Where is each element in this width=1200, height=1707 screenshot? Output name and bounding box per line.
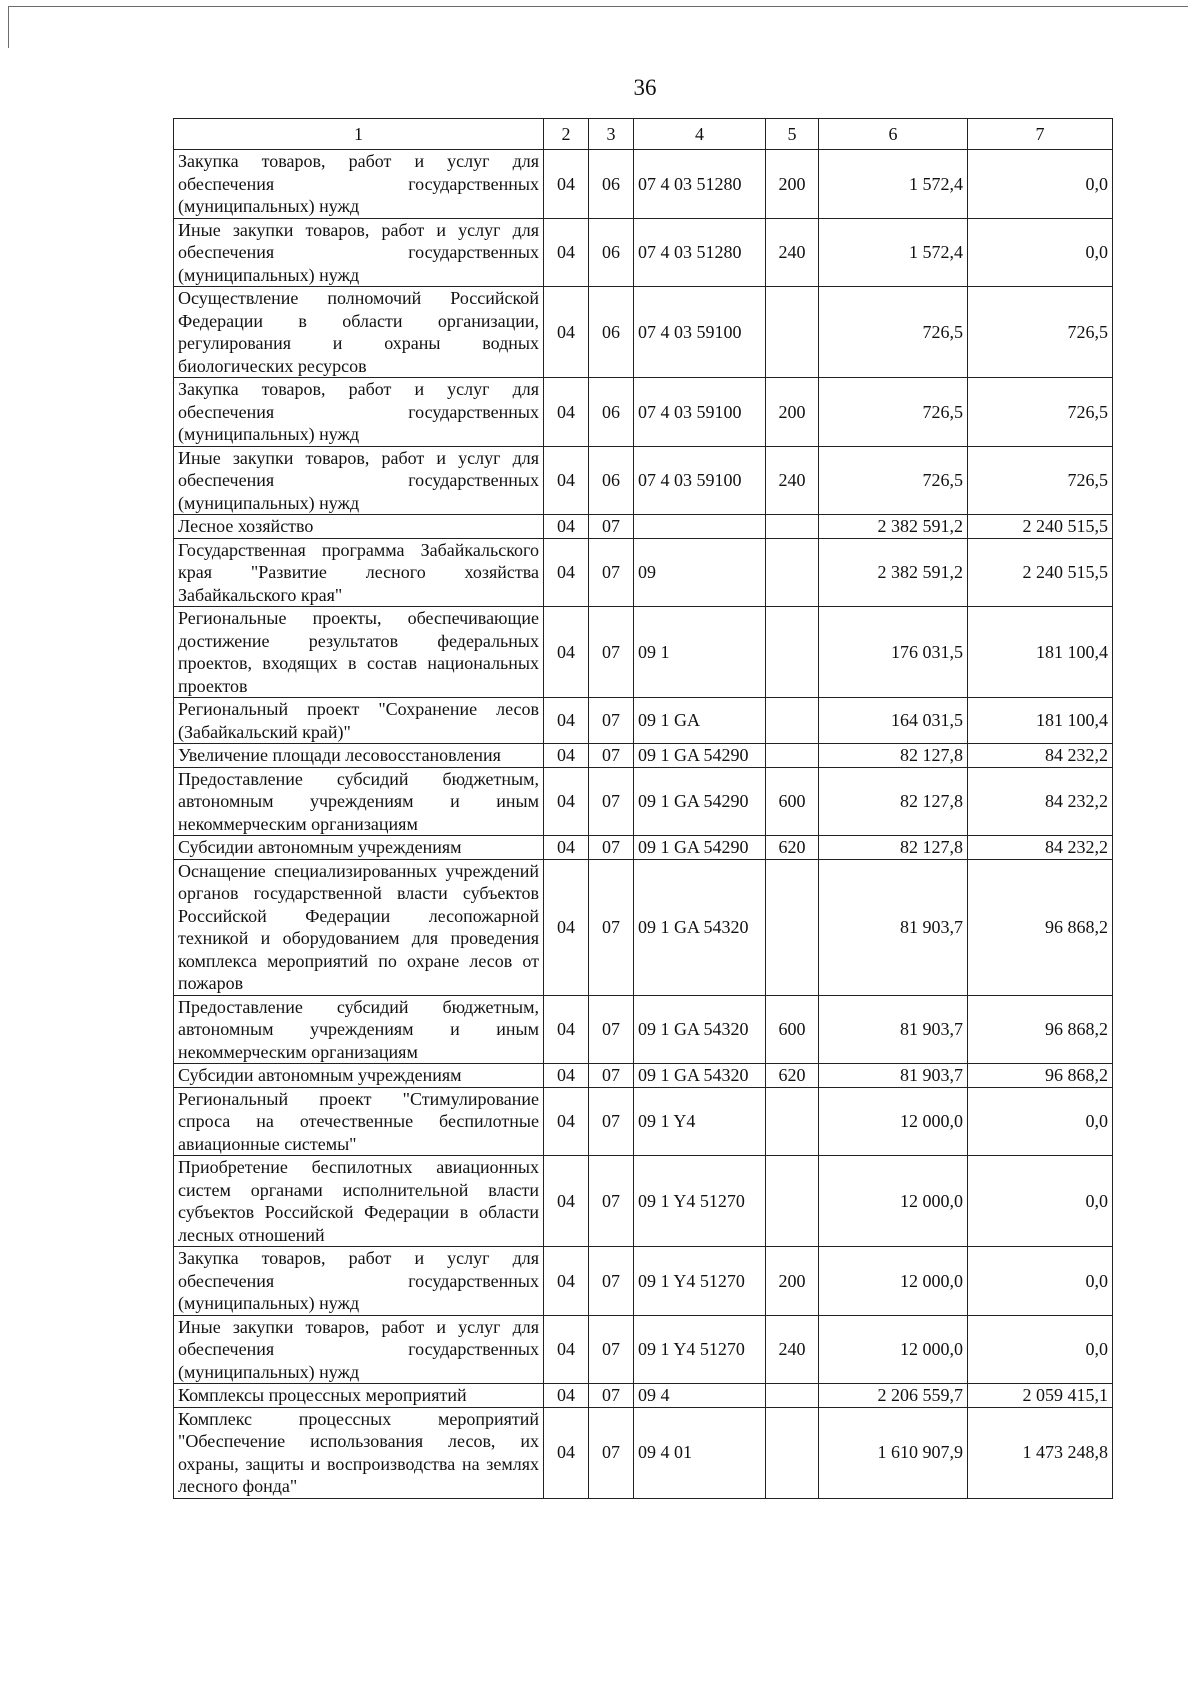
row-section-cell: 04 (544, 538, 589, 607)
row-subsection-cell: 07 (589, 1384, 634, 1408)
row-name-cell: Иные закупки товаров, работ и услуг для обеспечения государственных (муниципальных) нужд (174, 218, 544, 287)
row-name-cell: Предоставление субсидий бюджетным, автономным учреждениям и иным некоммерческим организациям (174, 767, 544, 836)
row-amount-2-cell: 84 232,2 (968, 744, 1113, 768)
row-subsection-cell: 07 (589, 1407, 634, 1498)
row-section-cell: 04 (544, 1315, 589, 1384)
row-amount-1-cell: 81 903,7 (819, 1064, 968, 1088)
row-amount-1-cell: 1 610 907,9 (819, 1407, 968, 1498)
row-subsection-cell: 06 (589, 446, 634, 515)
row-subsection-cell: 07 (589, 538, 634, 607)
row-amount-1-cell: 82 127,8 (819, 767, 968, 836)
table-row (174, 767, 1113, 836)
row-subsection-cell: 06 (589, 218, 634, 287)
row-name-cell: Комплексы процессных мероприятий (174, 1384, 544, 1408)
row-section-cell: 04 (544, 698, 589, 744)
header-col-1: 1 (174, 119, 544, 150)
row-amount-2-cell: 0,0 (968, 1315, 1113, 1384)
row-expense-type-cell: 600 (766, 995, 819, 1064)
row-name-cell: Лесное хозяйство (174, 515, 544, 539)
row-name-cell: Увеличение площади лесовосстановления (174, 744, 544, 768)
row-name-cell: Государственная программа Забайкальского края "Развитие лесного хозяйства Забайкальского края" (174, 538, 544, 607)
table-row (174, 515, 1113, 539)
row-section-cell: 04 (544, 767, 589, 836)
row-expense-type-cell (766, 1156, 819, 1247)
scan-edge-left (8, 6, 9, 48)
row-section-cell: 04 (544, 995, 589, 1064)
row-section-cell: 04 (544, 515, 589, 539)
row-section-cell: 04 (544, 287, 589, 378)
row-subsection-cell: 07 (589, 1087, 634, 1156)
row-amount-2-cell: 0,0 (968, 1087, 1113, 1156)
table-row (174, 836, 1113, 860)
row-name-cell: Иные закупки товаров, работ и услуг для обеспечения государственных (муниципальных) нужд (174, 1315, 544, 1384)
row-section-cell: 04 (544, 836, 589, 860)
row-target-article-cell: 09 4 01 (634, 1407, 766, 1498)
row-name-cell: Оснащение специализированных учреждений органов государственной власти субъектов Российской Федерации лесопожарной техникой и оборудованием для проведения комплекса мероприятий по охране лесов от пожаров (174, 859, 544, 995)
row-subsection-cell: 07 (589, 744, 634, 768)
row-amount-1-cell: 176 031,5 (819, 607, 968, 698)
row-target-article-cell: 07 4 03 59100 (634, 446, 766, 515)
row-subsection-cell: 07 (589, 767, 634, 836)
row-section-cell: 04 (544, 1247, 589, 1316)
table-row (174, 995, 1113, 1064)
row-expense-type-cell: 240 (766, 1315, 819, 1384)
row-expense-type-cell (766, 698, 819, 744)
row-name-cell: Приобретение беспилотных авиационных систем органами исполнительной власти субъектов Российской Федерации в области лесных отношений (174, 1156, 544, 1247)
row-name-cell: Закупка товаров, работ и услуг для обеспечения государственных (муниципальных) нужд (174, 1247, 544, 1316)
row-expense-type-cell (766, 538, 819, 607)
row-target-article-cell: 09 1 GA 54320 (634, 859, 766, 995)
table-row (174, 1315, 1113, 1384)
row-expense-type-cell (766, 1087, 819, 1156)
table-body (174, 150, 1113, 1499)
row-amount-1-cell: 726,5 (819, 287, 968, 378)
row-name-cell: Региональный проект "Стимулирование спроса на отечественные беспилотные авиационные системы" (174, 1087, 544, 1156)
row-name-cell: Предоставление субсидий бюджетным, автономным учреждениям и иным некоммерческим организациям (174, 995, 544, 1064)
row-section-cell: 04 (544, 1064, 589, 1088)
row-section-cell: 04 (544, 1384, 589, 1408)
row-target-article-cell: 07 4 03 59100 (634, 378, 766, 447)
table-row (174, 378, 1113, 447)
row-subsection-cell: 07 (589, 1315, 634, 1384)
table-row (174, 1064, 1113, 1088)
row-amount-2-cell: 84 232,2 (968, 767, 1113, 836)
scan-edge-top (8, 6, 1188, 7)
row-section-cell: 04 (544, 378, 589, 447)
row-expense-type-cell: 600 (766, 767, 819, 836)
row-amount-2-cell: 0,0 (968, 150, 1113, 219)
table-row (174, 1247, 1113, 1316)
row-section-cell: 04 (544, 446, 589, 515)
row-name-cell: Субсидии автономным учреждениям (174, 836, 544, 860)
row-amount-1-cell: 81 903,7 (819, 859, 968, 995)
row-section-cell: 04 (544, 1087, 589, 1156)
row-target-article-cell: 09 1 Y4 51270 (634, 1247, 766, 1316)
row-amount-2-cell: 2 059 415,1 (968, 1384, 1113, 1408)
row-expense-type-cell: 200 (766, 150, 819, 219)
page-number: 36 (633, 75, 657, 100)
row-name-cell: Иные закупки товаров, работ и услуг для обеспечения государственных (муниципальных) нужд (174, 446, 544, 515)
row-target-article-cell: 09 1 GA 54290 (634, 836, 766, 860)
row-target-article-cell: 09 1 GA (634, 698, 766, 744)
row-amount-2-cell: 0,0 (968, 218, 1113, 287)
row-amount-2-cell: 2 240 515,5 (968, 538, 1113, 607)
row-subsection-cell: 07 (589, 1247, 634, 1316)
row-subsection-cell: 06 (589, 150, 634, 219)
table-row (174, 859, 1113, 995)
row-subsection-cell: 07 (589, 859, 634, 995)
table-row (174, 1087, 1113, 1156)
row-amount-2-cell: 96 868,2 (968, 1064, 1113, 1088)
budget-table (173, 118, 1113, 1499)
row-name-cell: Закупка товаров, работ и услуг для обеспечения государственных (муниципальных) нужд (174, 150, 544, 219)
row-subsection-cell: 06 (589, 378, 634, 447)
table-row (174, 218, 1113, 287)
row-amount-2-cell: 1 473 248,8 (968, 1407, 1113, 1498)
header-col-2: 2 (544, 119, 589, 150)
row-section-cell: 04 (544, 744, 589, 768)
row-target-article-cell: 09 4 (634, 1384, 766, 1408)
row-name-cell: Осуществление полномочий Российской Федерации в области организации, регулирования и охраны водных биологических ресурсов (174, 287, 544, 378)
row-subsection-cell: 07 (589, 515, 634, 539)
row-subsection-cell: 07 (589, 698, 634, 744)
row-target-article-cell: 09 1 Y4 51270 (634, 1156, 766, 1247)
row-target-article-cell: 09 1 GA 54320 (634, 1064, 766, 1088)
row-amount-1-cell: 2 206 559,7 (819, 1384, 968, 1408)
row-target-article-cell: 09 1 Y4 51270 (634, 1315, 766, 1384)
row-target-article-cell: 07 4 03 51280 (634, 150, 766, 219)
row-amount-2-cell: 0,0 (968, 1156, 1113, 1247)
row-target-article-cell: 07 4 03 51280 (634, 218, 766, 287)
row-subsection-cell: 07 (589, 995, 634, 1064)
row-target-article-cell: 09 (634, 538, 766, 607)
row-subsection-cell: 07 (589, 1156, 634, 1247)
row-target-article-cell: 09 1 GA 54320 (634, 995, 766, 1064)
row-section-cell: 04 (544, 1156, 589, 1247)
row-expense-type-cell (766, 744, 819, 768)
row-expense-type-cell: 620 (766, 1064, 819, 1088)
row-target-article-cell: 09 1 GA 54290 (634, 744, 766, 768)
row-name-cell: Региональные проекты, обеспечивающие достижение результатов федеральных проектов, входящих в состав национальных проектов (174, 607, 544, 698)
row-expense-type-cell (766, 515, 819, 539)
header-col-3: 3 (589, 119, 634, 150)
row-amount-2-cell: 0,0 (968, 1247, 1113, 1316)
table-row (174, 1407, 1113, 1498)
header-col-5: 5 (766, 119, 819, 150)
row-amount-2-cell: 2 240 515,5 (968, 515, 1113, 539)
row-target-article-cell: 09 1 GA 54290 (634, 767, 766, 836)
row-amount-1-cell: 726,5 (819, 446, 968, 515)
row-expense-type-cell: 200 (766, 378, 819, 447)
row-amount-1-cell: 12 000,0 (819, 1315, 968, 1384)
row-name-cell: Комплекс процессных мероприятий "Обеспечение использования лесов, их охраны, защиты и воспроизводства на землях лесного фонда" (174, 1407, 544, 1498)
row-amount-1-cell: 2 382 591,2 (819, 538, 968, 607)
row-amount-1-cell: 726,5 (819, 378, 968, 447)
table-row (174, 446, 1113, 515)
table-row (174, 150, 1113, 219)
header-col-6: 6 (819, 119, 968, 150)
row-expense-type-cell: 240 (766, 218, 819, 287)
row-section-cell: 04 (544, 607, 589, 698)
table-row (174, 538, 1113, 607)
header-col-7: 7 (968, 119, 1113, 150)
table-row (174, 287, 1113, 378)
row-amount-2-cell: 726,5 (968, 287, 1113, 378)
row-expense-type-cell (766, 287, 819, 378)
row-amount-1-cell: 164 031,5 (819, 698, 968, 744)
header-col-4: 4 (634, 119, 766, 150)
row-section-cell: 04 (544, 1407, 589, 1498)
row-name-cell: Региональный проект "Сохранение лесов (Забайкальский край)" (174, 698, 544, 744)
row-expense-type-cell (766, 1384, 819, 1408)
row-amount-1-cell: 2 382 591,2 (819, 515, 968, 539)
row-amount-1-cell: 81 903,7 (819, 995, 968, 1064)
row-target-article-cell: 07 4 03 59100 (634, 287, 766, 378)
row-amount-1-cell: 82 127,8 (819, 836, 968, 860)
row-amount-2-cell: 96 868,2 (968, 859, 1113, 995)
row-expense-type-cell (766, 607, 819, 698)
row-expense-type-cell: 240 (766, 446, 819, 515)
row-target-article-cell (634, 515, 766, 539)
row-amount-1-cell: 12 000,0 (819, 1087, 968, 1156)
row-name-cell: Закупка товаров, работ и услуг для обеспечения государственных (муниципальных) нужд (174, 378, 544, 447)
row-expense-type-cell (766, 859, 819, 995)
row-amount-1-cell: 1 572,4 (819, 150, 968, 219)
row-target-article-cell: 09 1 (634, 607, 766, 698)
row-subsection-cell: 06 (589, 287, 634, 378)
row-expense-type-cell: 200 (766, 1247, 819, 1316)
row-target-article-cell: 09 1 Y4 (634, 1087, 766, 1156)
table-row (174, 1156, 1113, 1247)
table-row (174, 698, 1113, 744)
row-section-cell: 04 (544, 859, 589, 995)
row-amount-2-cell: 96 868,2 (968, 995, 1113, 1064)
row-amount-2-cell: 84 232,2 (968, 836, 1113, 860)
row-amount-2-cell: 726,5 (968, 378, 1113, 447)
table-row (174, 1384, 1113, 1408)
row-amount-1-cell: 12 000,0 (819, 1156, 968, 1247)
row-amount-1-cell: 82 127,8 (819, 744, 968, 768)
row-amount-2-cell: 726,5 (968, 446, 1113, 515)
row-amount-1-cell: 12 000,0 (819, 1247, 968, 1316)
row-expense-type-cell: 620 (766, 836, 819, 860)
row-amount-2-cell: 181 100,4 (968, 698, 1113, 744)
row-amount-1-cell: 1 572,4 (819, 218, 968, 287)
row-section-cell: 04 (544, 218, 589, 287)
row-subsection-cell: 07 (589, 1064, 634, 1088)
row-name-cell: Субсидии автономным учреждениям (174, 1064, 544, 1088)
row-amount-2-cell: 181 100,4 (968, 607, 1113, 698)
row-section-cell: 04 (544, 150, 589, 219)
table-header-row (174, 119, 1113, 150)
row-subsection-cell: 07 (589, 607, 634, 698)
table-row (174, 607, 1113, 698)
row-expense-type-cell (766, 1407, 819, 1498)
table-row (174, 744, 1113, 768)
row-subsection-cell: 07 (589, 836, 634, 860)
